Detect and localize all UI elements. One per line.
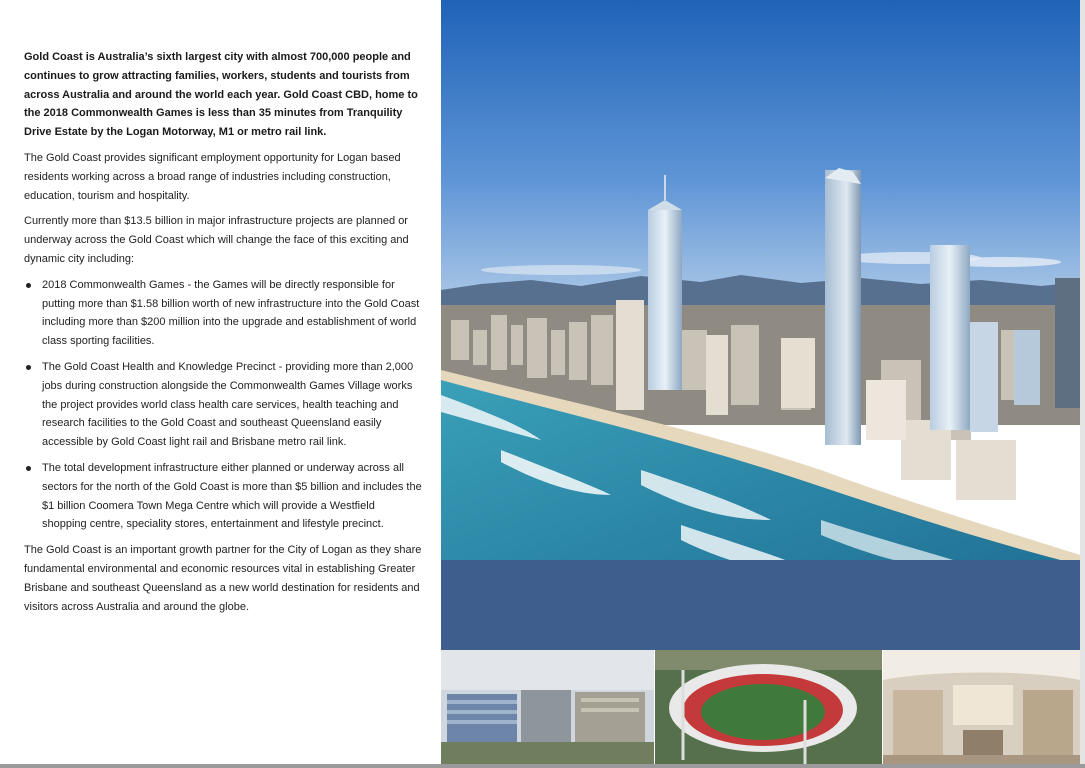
list-item xyxy=(24,459,422,534)
photo-strip xyxy=(441,650,1080,768)
bullet-icon xyxy=(26,283,31,288)
list-item-text: The Gold Coast Health and Knowledge Precinct - providing more than 2,000 jobs during construction alongside the Commonwealth Games Village works the project provides world class health care services, health teaching and research facilities to the Gold Coast and southeast Queensland easily accessible by Gold Coast light rail and Brisbane metro rail link. xyxy=(42,360,414,449)
gold-coast-skyline-photo xyxy=(441,0,1080,604)
bullet-icon xyxy=(26,365,31,370)
list-item-text: The total development infrastructure either planned or underway across all sectors for the north of the Gold Coast is more than $5 billion and includes the $1 billion Coomera Town Mega Centre which will provide a Westfield shopping centre, speciality stores, entertainment and lifestyle precinct. xyxy=(42,461,422,531)
page-bottom-edge xyxy=(0,764,1085,768)
intro-paragraph: Gold Coast is Australia’s sixth largest city with almost 700,000 people and continues to grow attracting families, workers, students and tourists from across Australia and around the world each year. Gold Coast CBD, home to the 2018 Commonwealth Games is less than 35 minutes from Tranquility Drive Estate by the Logan Motorway, M1 or metro rail link. xyxy=(24,51,418,139)
infrastructure-list xyxy=(24,276,422,534)
image-column xyxy=(441,0,1085,768)
shopping-centre-photo xyxy=(883,650,1080,768)
blue-band xyxy=(441,560,1080,650)
closing-paragraph: The Gold Coast is an important growth partner for the City of Logan as they share fundamental environmental and economic resources vital in establishing Greater Brisbane and southeast Queensland as a new world destination for residents and visitors across Australia and around the globe. xyxy=(24,544,422,613)
employment-paragraph: The Gold Coast provides significant employment opportunity for Logan based residents working across a broad range of industries including construction, education, tourism and hospitality. xyxy=(24,151,401,202)
list-item xyxy=(24,276,422,351)
health-precinct-photo xyxy=(441,650,654,768)
list-item-text: 2018 Commonwealth Games - the Games will be directly responsible for putting more than $1.58 billion worth of new infrastructure into the Gold Coast including more than $200 million into the upgrade and establishment of world class sporting facilities. xyxy=(42,278,420,348)
infrastructure-paragraph: Currently more than $13.5 billion in major infrastructure projects are planned or underway across the Gold Coast which will change the face of this exciting and dynamic city including: xyxy=(24,215,409,265)
text-column xyxy=(24,48,422,623)
page-edge xyxy=(1080,0,1085,768)
list-item xyxy=(24,358,422,452)
stadium-photo xyxy=(655,650,882,768)
bullet-icon xyxy=(26,466,31,471)
